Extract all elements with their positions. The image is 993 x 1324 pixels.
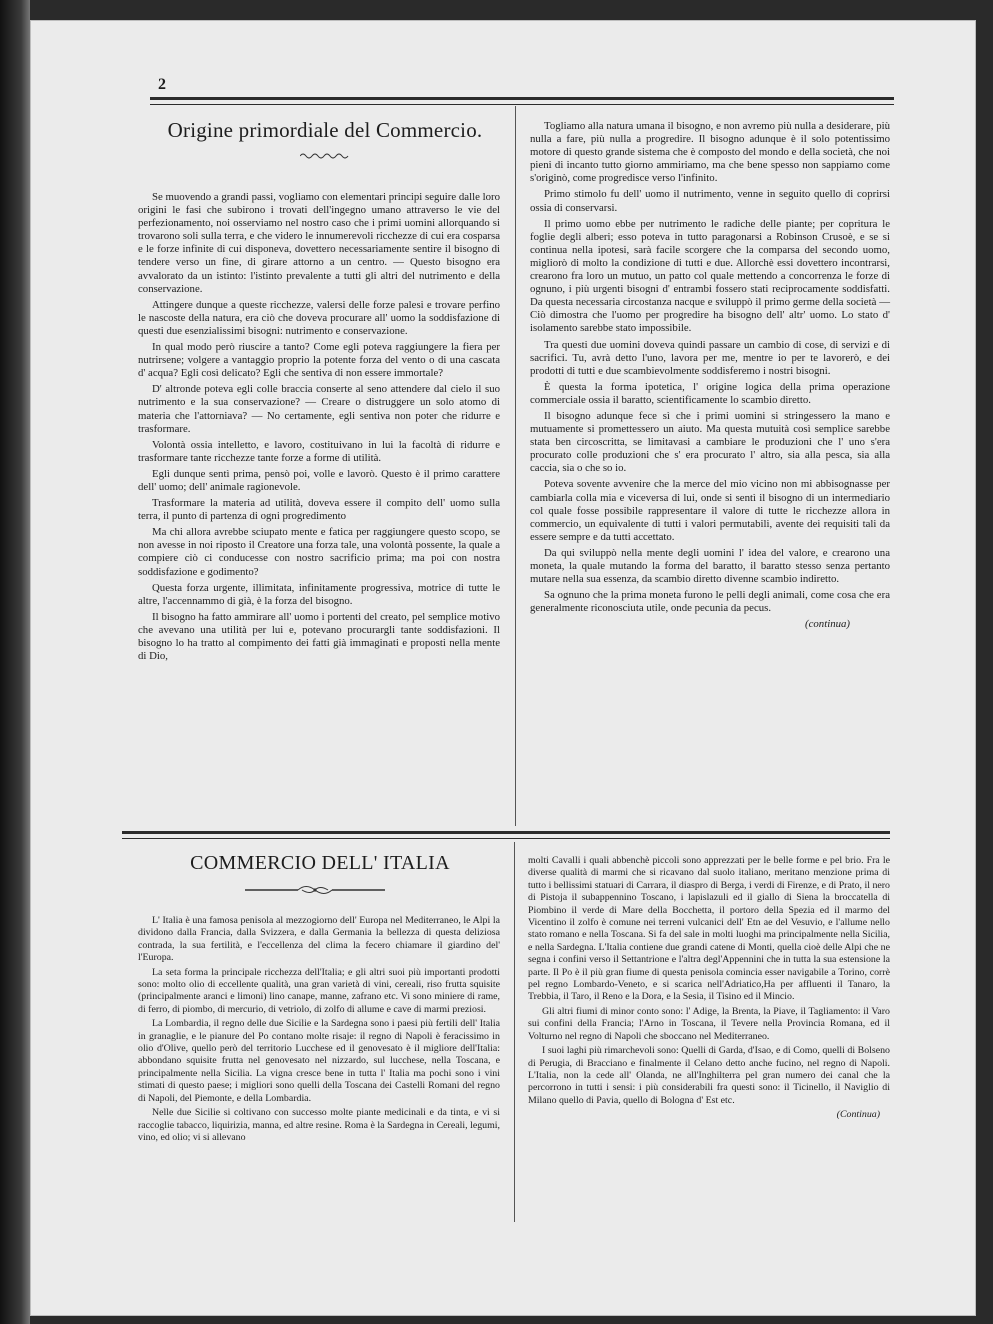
page-number: 2 <box>158 76 166 93</box>
article1-right-paragraph: È questa la forma ipotetica, l' origine logica della prima operazione commerciale ossia il baratto, scientificamente lo scambio diretto. <box>530 380 890 406</box>
article1-right-paragraph: Da qui sviluppò nella mente degli uomini l' idea del valore, e crearono una moneta, la quale mutando la forma del baratto, il baratto stesso senza pertanto mutare nella sua essenza, da scambio diretto divenne scambio indiretto. <box>530 546 890 586</box>
article1-continued-note: (continua) <box>805 618 850 631</box>
article2-left-paragraph: L' Italia è una famosa penisola al mezzogiorno dell' Europa nel Mediterraneo, le Alpi la dividono dalla Francia, dalla Svizzera, e dalla Germania la bellezza di questa deliziosa contrada, la sua fertilità, e l'eccellenza del clima la fecero chiamare il giardino del' l'Europa. <box>138 915 500 964</box>
column-divider <box>515 106 516 826</box>
article1-right-paragraph: Tra questi due uomini doveva quindi passare un cambio di cose, di servizi e di sacrifici. Tu, avrà detto l'uno, lavora per me, mentre io per te lavorerò, e dei prodotti di tutti e due scambievolmente soddisferemo i nostri bisogni. <box>530 338 890 377</box>
article2-right-paragraph: molti Cavalli i quali abbenchè piccoli sono apprezzati per le belle forme e pel brio. Fra le diverse qualità di marmi che si ricavano dal suolo italiano, meritano menzione prima di tutto i bellissimi statuari di Carrara, il diaspro di Berga, i verdi di Firenze, e di Prato, il nero di Pistoja il subappennino Toscano, i lapislazuli ed il giallo di Siena la broccatella di Piombino il verde di Mare della Bocchetta, il portoro della Spezia ed il marmo del Vicentino il zolfo è comune nei terreni vulcanici dell' Etn ae del Vesuvio, e l'allume nello stato romano e nella Toscana. Si fa del sale in molti luoghi ma principalmente nella Sicilia, e nella Sardegna. L'Italia contiene due grandi catene di Monti, quella cioè delle Alpi che ne segna i confini verso il Settantrione e l'altra degl'Appennini che in tutta la sua estensione la parte. Il Po è il più gran fiume di questa penisola comincia esser navigabile a Torino, corrè pel regno Lombardo-Veneto, e si scarica nell'Adriatico,Ha per affluenti il Tanaro, la Trebbia, il Taro, il Reno e la Dora, e la Sesia, il Tisino ed il Mincio. <box>528 855 890 1003</box>
article2-right-paragraph: Gli altri fiumi di minor conto sono: l' Adige, la Brenta, la Piave, il Tagliamento: il Varo sui confini della Francia; l'Arno in Toscana, il Tevere nella Provincia Romana, ed il Volturno nel regno di Napoli che sboccano nel Mediterraneo. <box>528 1005 890 1042</box>
article1-left-paragraph: Egli dunque sentì prima, pensò poi, volle e lavorò. Questo è il primo carattere dell' uomo; dell' animale ragionevole. <box>138 467 500 493</box>
article1-left-paragraph: Volontà ossia intelletto, e lavoro, costituivano in lui la facoltà di ridurre e trasformare tante ricchezze tante forze a forme di utilità. <box>138 438 500 464</box>
article1-left-paragraph: Ma chi allora avrebbe sciupato mente e fatica per raggiungere questo scopo, se non avesse in noi riposto il Creatore una forza tale, una volontà possente, la quale a compiere ciò ci conducesse con nostro sacrificio prima; ma poi con nostra soddisfazione e godimento? <box>138 526 500 578</box>
article1-left-paragraph: Attingere dunque a queste ricchezze, valersi delle forze palesi e trovare perfino le nascoste della natura, era ciò che doveva procurare all' uomo la soddisfazione di questi due esenzialissimi bisogni: nutrimento e conservazione. <box>138 298 500 337</box>
article2-left-paragraph: La Lombardia, il regno delle due Sicilie e la Sardegna sono i paesi più fertili dell' Italia in granaglie, e le pianure del Po contano molte risaje: il regno di Napoli è feracissimo in olio d'Olive, quello però del territorio Lucchese ed il genovesato è il migliore dell'Italia: abbondano squisite frutta nel genovesato nel nizzardo, sul lucchese, nella Toscana, e principalmente nella Sicilia. La vigna cresce bene in tutta l' Italia ma pochi sono i vini stimati di questo paese; i migliori sono quelli della Toscana dei Castelli Romani del regno di Napoli, del Piemonte, e della Lombardia. <box>138 1018 500 1104</box>
title-ornament <box>300 152 350 160</box>
header-rule <box>150 97 894 105</box>
scan-edge-shadow <box>0 0 30 1324</box>
article2-right-paragraph: I suoi laghi più rimarchevoli sono: Quelli di Garda, d'Isao, e di Como, quelli di Bolseno di Perugia, di Bracciano e finalmente il Celano detto anche fucino, nel regno di Napoli. L'Italia, non la cede all' Olanda, ne all'Inghilterra pel gran numero dei canal che la percorrono in tutti i sensi: i più considerabili fra questi sono: il Ticinello, il Naviglio di Milano quello di Pavia, quello di Bologna d' Est etc. <box>528 1045 890 1106</box>
article2-continued-note: (Continua) <box>836 1109 880 1121</box>
article1-left-paragraph: D' altronde poteva egli colle braccia conserte al seno attendere dal cielo il suo nutrimento e la sua conservazione? — Creare o distruggere un solo atomo di materia che l'attorniava? — No certamente, egli sentiva non poter che ridurre e trasformare. <box>138 383 500 435</box>
article1-title: Origine primordiale del Commercio. <box>167 118 483 142</box>
article1-right-paragraph: Il primo uomo ebbe per nutrimento le radiche delle piante; per copritura le foglie degli alberi; esso poteva in tutto paragonarsi a Robinson Crusoè, e se si continua nella ipotesi, sarà facile scorgere che la comparsa del secondo uomo, migliorò di molto la condizione di tutti e due. Allorchè essi dovettero incontrarsi, crearono fra loro un mutuo, un patto col quale mettendo a concorrenza le forze di ognuno, i più urgenti bisogni d' entrambi fossero stati reciprocamente soddisfatti. Da questa necessaria circostanza nacque e sviluppò il primo germe della società — Ciò dimostra che l'uomo per progredire ha bisogno dell' altr' uomo. Lo stato d' isolamento sarebbe stato impossibile. <box>530 217 890 335</box>
column-divider <box>514 842 515 1222</box>
article1-right-paragraph: Togliamo alla natura umana il bisogno, e non avremo più nulla a desiderare, più nulla a fare, più nulla a progredire. Il bisogno adunque è il solo potentissimo motore di questo grande sistema che è composto del mondo e della società, che noi pieni di incanto tutto giorno ammiriamo, ma che bene spesso non sappiamo come s'originò, come progredisce verso l'infinito. <box>530 120 890 185</box>
article1-left-paragraph: Il bisogno ha fatto ammirare all' uomo i portenti del creato, pel semplice motivo che avevano una utilità per lui e, potevano procurargli tante soddisfazioni. Il bisogno lo ha tratto al compimento dei fatti già immaginati e proposti nella mente di Dio, <box>138 610 500 663</box>
article1-left-column <box>138 191 500 666</box>
article1-right-paragraph: Poteva sovente avvenire che la merce del mio vicino non mi abbisognasse per cambiarla colla mia e viceversa di lui, onde si sentì il bisogno di un intermediario col quale fosse possibile rappresentare il valore di tutte le ricchezze allora in commercio, un equivalente di tutti i valori permutabili, avente dei requisiti tali da essere sempre e da tutti accettato. <box>530 478 890 543</box>
article2-left-column <box>138 915 500 1146</box>
article1-left-paragraph: Se muovendo a grandi passi, vogliamo con elementari principi seguire dalle loro origini le fasi che subirono i trovati dell'ingegno umano attraverso le vie del perfezionamento, noi osserviamo nel nostro caso che i primi uomini allorquando si trovarono soli sulla terra, e che videro le innumerevoli ricchezze di cui era cosparsa e le forze infinite di cui disponeva, dovettero necessariamente sentire il bisogno di tendere verso un fine, di girare attorno a un centro. — Questo bisogno era avvalorato da un istinto: l'istinto prevalente a tutti gli altri del nutrimento e della conservazione. <box>138 191 500 295</box>
article1-right-paragraph: Primo stimolo fu dell' uomo il nutrimento, venne in seguito quello di coprirsi ossia di conservarsi. <box>530 188 890 214</box>
title-flourish-ornament <box>240 883 390 897</box>
article1-right-column <box>530 120 890 631</box>
article1-left-paragraph: In qual modo però riuscire a tanto? Come egli poteva raggiungere la fiera per nutrirsene; volgere a vantaggio proprio la potente forza del vento o di una cascata d' acqua? Egli così delicato? Egli che sentiva di non essere immortale? <box>138 341 500 380</box>
article1-left-paragraph: Trasformare la materia ad utilità, doveva essere il compito dell' uomo sulla terra, il punto di partenza di ogni progredimento <box>138 497 500 523</box>
article2-left-paragraph: Nelle due Sicilie si coltivano con successo molte piante medicinali e da tinta, e vi si raccoglie tabacco, liquirizia, manna, ed altre resine. Roma è la Sardegna in Cereali, legumi, vino, ed olio; vi si allevano <box>138 1107 500 1143</box>
article2-title: COMMERCIO DELL' ITALIA <box>190 852 450 874</box>
article2-left-paragraph: La seta forma la principale ricchezza dell'Italia; e gli altri suoi più importanti prodotti sono: molto olio di eccellente qualità, una gran varietà di vini, cereali, riso frutta squisite (principalmente aranci e limoni) lino canape, manne, zafrano etc. Vi sono miniere di rame, di ferro, di piombo, di mercurio, di vetriolo, di zolfo di allume e cave di marmi preziosi. <box>138 966 500 1015</box>
article1-right-paragraph: Sa ognuno che la prima moneta furono le pelli degli animali, come cosa che era generalmente riconosciuta utile, onde pecunia da pecus. <box>530 589 890 615</box>
article1-left-paragraph: Questa forza urgente, illimitata, infinitamente progressiva, motrice di tutte le altre, l'accennammo di già, è la forza del bisogno. <box>138 581 500 607</box>
section-rule <box>122 831 890 839</box>
article1-right-paragraph: Il bisogno adunque fece sì che i primi uomini si stringessero la mano e mutuamente si promettessero un aiuto. Ma questa mutuità così semplice sarebbe stata ben circoscritta, se limitavasi a cambiare le produzioni che l' uno s'era procurato colle produzioni che s' era procurato l' altro, sia alla pesca, sia alla caccia, sia o che so io. <box>530 409 890 475</box>
article2-right-column <box>528 855 890 1122</box>
